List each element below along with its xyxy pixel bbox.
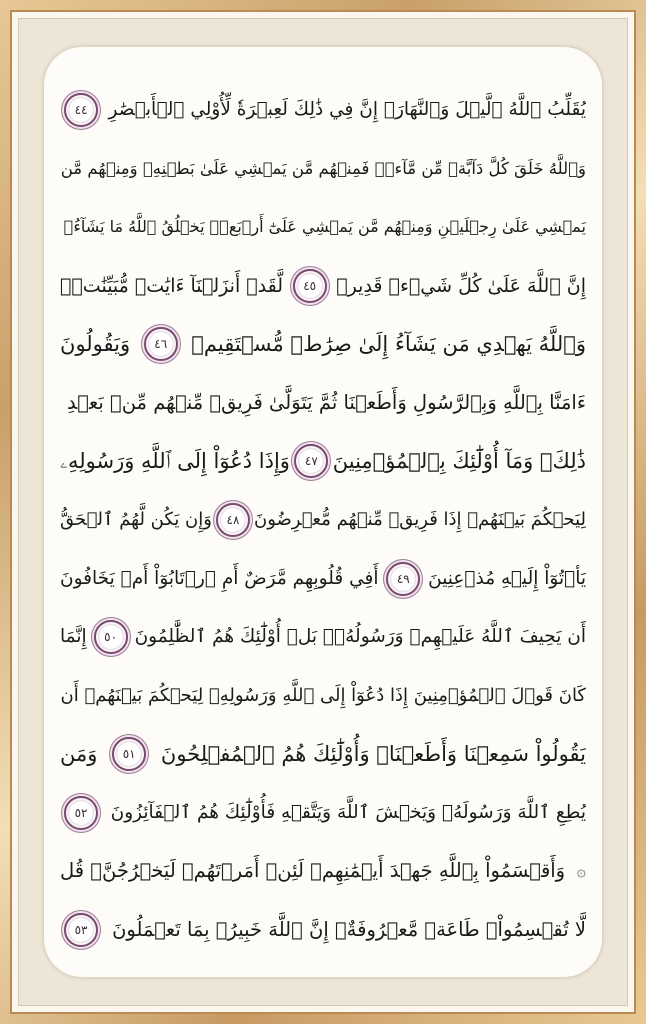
ayah-number-marker: ٤٩ [386,562,420,596]
verse-text: يُطِعِ ٱللَّهَ وَرَسُولَهُۥ وَيَخۡشَ ٱللَّهَ وَيَتَّقۡهِ فَأُوْلَٰٓئِكَ هُمُ ٱلۡفَآئِزُونَ [110,801,586,823]
verse-line [60,848,586,894]
verse-text: لَّقَدۡ أَنزَلۡنَآ ءَايَٰتٖ مُّبَيِّنَٰتٖۚ [60,274,284,297]
verse-text: لَّا تُقۡسِمُواْۖ طَاعَةٞ مَّعۡرُوفَةٌۚ إِنَّ ٱللَّهَ خَبِيرُۢ بِمَا تَعۡمَلُونَ [112,917,586,941]
verse-lines [60,87,586,953]
verse-text: ءَامَنَّا بِٱللَّهِ وَبِٱلرَّسُولِ وَأَطَعۡنَا ثُمَّ يَتَوَلَّىٰ فَرِيقٞ مِّنۡهُم مِّنۢ بَعۡدِ [67,390,586,414]
ayah-number-marker: ٥٠ [94,620,128,654]
verse-line [60,614,586,660]
verse-text: يَقُولُواْ سَمِعۡنَا وَأَطَعۡنَاۚ وَأُوْلَٰٓئِكَ هُمُ ٱلۡمُفۡلِحُونَ [160,742,586,767]
ayah-number-marker: ٤٤ [64,93,98,127]
verse-line [60,321,586,367]
verse-text: كَانَ قَوۡلَ ٱلۡمُؤۡمِنِينَ إِذَا دُعُوٓاْ إِلَى ٱللَّهِ وَرَسُولِهِۦ لِيَحۡكُمَ بَيۡنَهُمۡ أَن [60,684,586,706]
ayah-number-marker: ٤٨ [216,503,250,537]
verse-text: ذَٰلِكَۚ وَمَآ أُوْلَٰٓئِكَ بِٱلۡمُؤۡمِنِينَ [332,449,586,474]
verse-text: لِيَحۡكُمَ بَيۡنَهُمۡ إِذَا فَرِيقٞ مِّنۡهُم مُّعۡرِضُونَ [253,508,586,530]
verse-text: وَإِذَا دُعُوٓاْ إِلَى ٱللَّهِ وَرَسُولِهِۦ [60,449,290,474]
verse-text: يُقَلِّبُ ٱللَّهُ ٱلَّيۡلَ وَٱلنَّهَارَۚ إِنَّ فِي ذَٰلِكَ لَعِبۡرَةٗ لِّأُوْلِي ٱلۡأَبۡصَٰرِ [108,99,586,120]
verse-line [60,438,586,484]
ayah-number-marker: ٤٧ [294,444,328,478]
verse-line [60,790,586,836]
ayah-number-marker: ٥٢ [64,796,98,830]
verse-text: يَأۡتُوٓاْ إِلَيۡهِ مُذۡعِنِينَ [428,567,586,589]
verse-line [60,263,586,309]
ayah-number-marker: ٥٣ [64,913,98,947]
verse-line [60,146,586,192]
verse-text: وَيَقُولُونَ [60,332,131,357]
verse-text: وَٱللَّهُ خَلَقَ كُلَّ دَآبَّةٖ مِّن مَّآءٖۖ فَمِنۡهُم مَّن يَمۡشِي عَلَىٰ بَطۡنِهِۦ وَمِنۡهُم مَّن [60,158,586,178]
verse-text: وَإِن يَكُن لَّهُمُ ٱلۡحَقُّ [60,508,212,530]
ayah-number-marker: ٥١ [112,737,146,771]
verse-line [60,204,586,250]
verse-text: وَٱللَّهُ يَهۡدِي مَن يَشَآءُ إِلَىٰ صِرَٰطٖ مُّسۡتَقِيمٖ [191,332,586,357]
verse-text: يَمۡشِي عَلَىٰ رِجۡلَيۡنِ وَمِنۡهُم مَّن يَمۡشِي عَلَىٰٓ أَرۡبَعٖۚ يَخۡلُقُ ٱللَّهُ مَا يَشَآءُۚ [63,217,586,237]
verse-text: أَفِي قُلُوبِهِم مَّرَضٌ أَمِ ٱرۡتَابُوٓاْ أَمۡ يَخَافُونَ [60,567,379,589]
verse-text: إِنَّمَا [60,626,87,648]
verse-line [60,380,586,426]
verse-line [60,907,586,953]
verse-text: وَمَن [60,742,98,767]
verse-line [60,556,586,602]
verse-line [60,497,586,543]
mushaf-page [44,47,602,977]
verse-line [60,673,586,719]
rub-el-hizb-icon: ۞ [576,861,586,881]
verse-text: وَأَقۡسَمُواْ بِٱللَّهِ جَهۡدَ أَيۡمَٰنِهِمۡ لَئِنۡ أَمَرۡتَهُمۡ لَيَخۡرُجُنَّۖ قُل [60,859,566,883]
verse-line [60,731,586,777]
ayah-number-marker: ٤٦ [144,327,178,361]
ayah-number-marker: ٤٥ [293,269,327,303]
verse-line [60,87,586,133]
verse-text: إِنَّ ٱللَّهَ عَلَىٰ كُلِّ شَيۡءٖ قَدِيرٞ [336,274,586,297]
verse-text: أَن يَحِيفَ ٱللَّهُ عَلَيۡهِمۡ وَرَسُولُهُۥۚ بَلۡ أُوْلَٰٓئِكَ هُمُ ٱلظَّٰلِمُونَ [134,626,586,648]
